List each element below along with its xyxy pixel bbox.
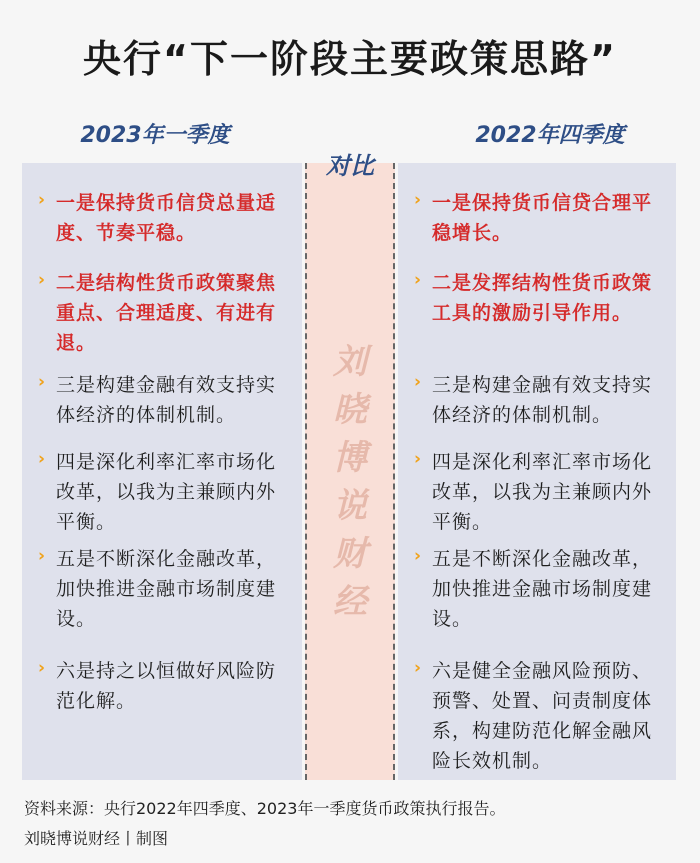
source-note: 资料来源：央行2022年四季度、2023年一季度货币政策执行报告。 <box>24 799 506 818</box>
left-item-text: 四是深化利率汇率市场化改革，以我为主兼顾内外平衡。 <box>56 451 277 533</box>
chevron-right-icon: › <box>414 270 422 290</box>
chevron-right-icon: › <box>414 372 422 392</box>
left-item-text: 二是结构性货币政策聚焦重点、合理适度、有进有退。 <box>56 272 277 354</box>
right-item-text: 一是保持货币信贷合理平稳增长。 <box>432 192 653 244</box>
right-item-5 <box>414 544 666 634</box>
right-item-2 <box>414 268 666 328</box>
left-item-text: 五是不断深化金融改革，加快推进金融市场制度建设。 <box>56 548 277 630</box>
right-column-header: 2022年四季度 <box>475 123 625 148</box>
credit-note: 刘晓博说财经丨制图 <box>24 829 169 848</box>
chevron-right-icon: › <box>38 658 46 678</box>
right-item-text: 三是构建金融有效支持实体经济的体制机制。 <box>432 374 653 426</box>
chevron-right-icon: › <box>414 546 422 566</box>
left-item-3 <box>38 370 286 430</box>
right-item-text: 五是不断深化金融改革，加快推进金融市场制度建设。 <box>432 548 653 630</box>
chevron-right-icon: › <box>38 449 46 469</box>
right-item-text: 六是健全金融风险预防、预警、处置、问责制度体系，构建防范化解金融风险长效机制。 <box>432 660 653 772</box>
chevron-right-icon: › <box>414 658 422 678</box>
left-item-6 <box>38 656 286 716</box>
left-item-4 <box>38 447 286 537</box>
right-item-text: 二是发挥结构性货币政策工具的激励引导作用。 <box>432 272 653 324</box>
right-item-3 <box>414 370 666 430</box>
chevron-right-icon: › <box>414 190 422 210</box>
chevron-right-icon: › <box>38 270 46 290</box>
compare-label: 对比 <box>326 152 374 180</box>
left-item-5 <box>38 544 286 634</box>
right-item-4 <box>414 447 666 537</box>
left-item-text: 三是构建金融有效支持实体经济的体制机制。 <box>56 374 277 426</box>
chevron-right-icon: › <box>414 449 422 469</box>
left-item-text: 六是持之以恒做好风险防范化解。 <box>56 660 277 712</box>
watermark: 刘晓博说财经 <box>333 342 367 622</box>
left-column-header: 2023年一季度 <box>80 123 230 148</box>
right-item-text: 四是深化利率汇率市场化改革，以我为主兼顾内外平衡。 <box>432 451 653 533</box>
left-item-2 <box>38 268 286 358</box>
page-title: 央行“下一阶段主要政策思路” <box>83 37 617 81</box>
left-item-text: 一是保持货币信贷总量适度、节奏平稳。 <box>56 192 277 244</box>
right-item-6 <box>414 656 666 776</box>
right-item-1 <box>414 188 666 248</box>
chevron-right-icon: › <box>38 372 46 392</box>
left-item-1 <box>38 188 286 248</box>
chevron-right-icon: › <box>38 190 46 210</box>
chevron-right-icon: › <box>38 546 46 566</box>
